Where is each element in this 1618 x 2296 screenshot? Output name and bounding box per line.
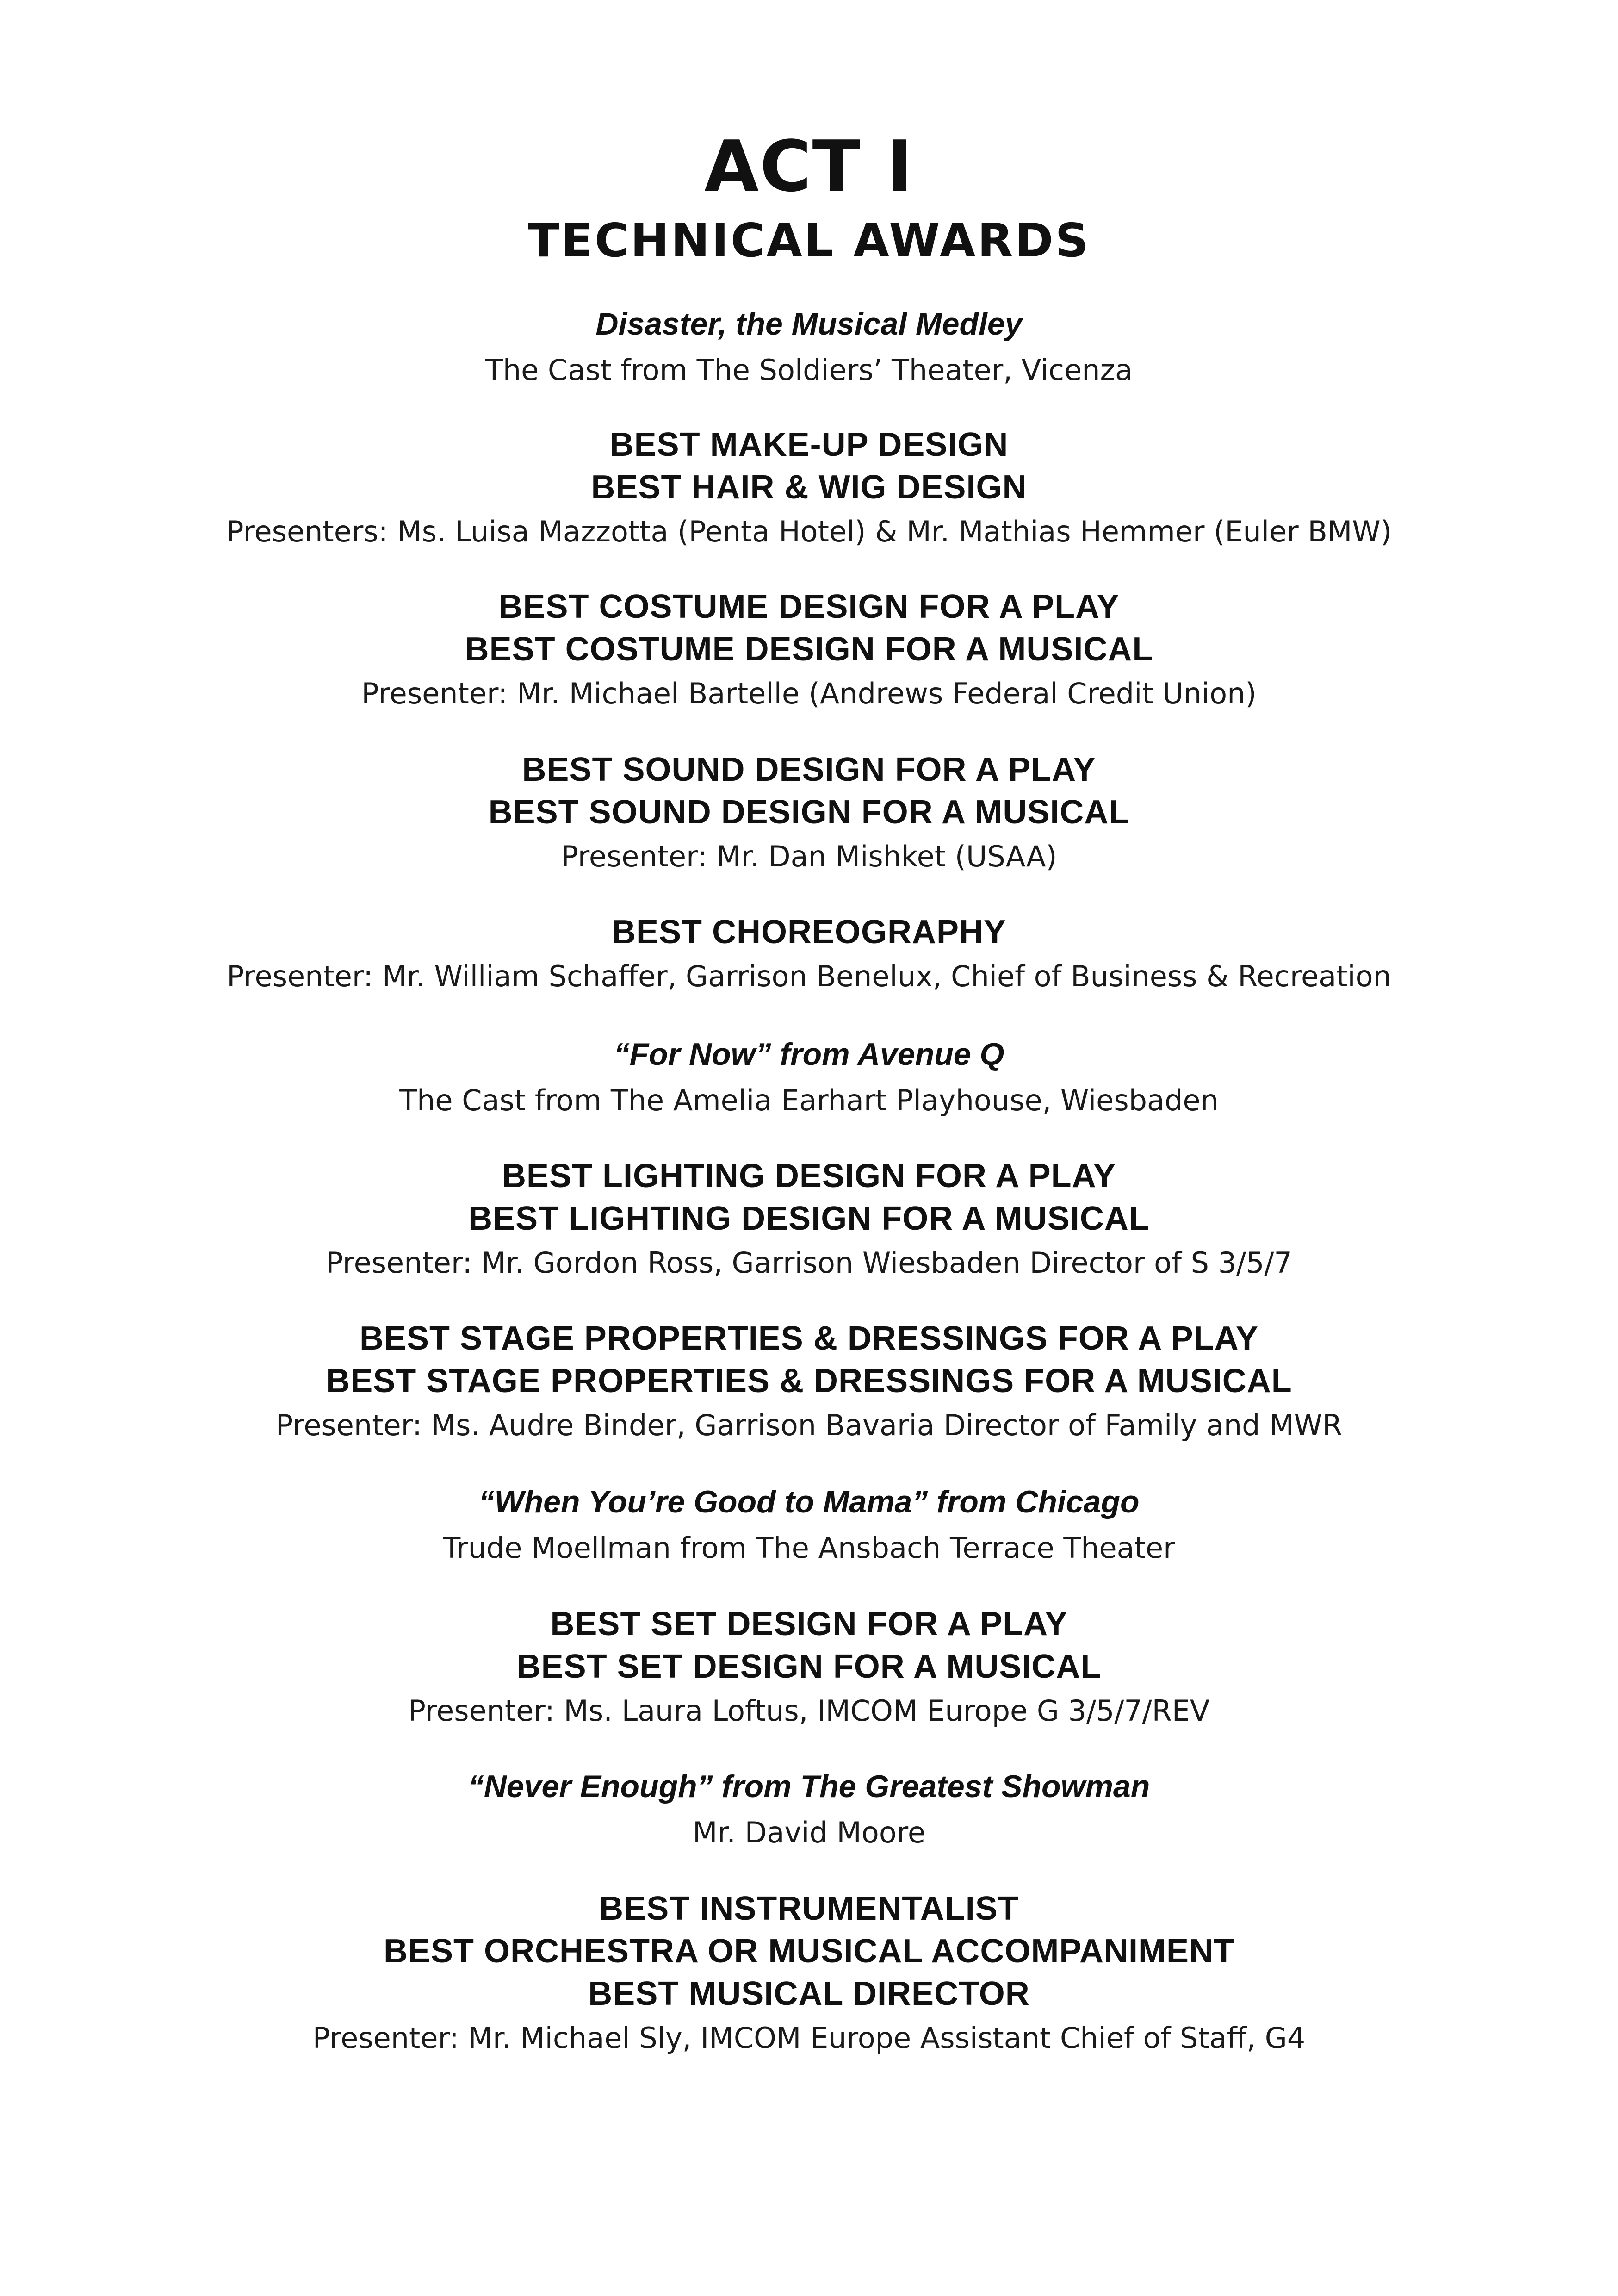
performance-block <box>0 1479 1618 1571</box>
presenter-credit: Presenter: Mr. William Schaffer, Garrison Benelux, Chief of Business & Recreation <box>227 959 1391 993</box>
award-title: BEST CHOREOGRAPHY <box>611 914 1007 951</box>
award-block <box>0 748 1618 880</box>
award-title: BEST LIGHTING DESIGN FOR A MUSICAL <box>468 1200 1150 1237</box>
award-block <box>0 1603 1618 1734</box>
award-block <box>0 911 1618 1000</box>
presenter-credit: Presenter: Mr. Gordon Ross, Garrison Wiesbaden Director of S 3/5/7 <box>326 1246 1292 1280</box>
award-title: BEST SOUND DESIGN FOR A MUSICAL <box>488 794 1130 831</box>
award-title: BEST ORCHESTRA OR MUSICAL ACCOMPANIMENT <box>384 1933 1234 1970</box>
award-title: BEST SET DESIGN FOR A MUSICAL <box>516 1648 1102 1685</box>
award-title: BEST LIGHTING DESIGN FOR A PLAY <box>502 1157 1116 1195</box>
award-title: BEST MAKE-UP DESIGN <box>609 426 1009 463</box>
presenter-credit: Presenter: Ms. Laura Loftus, IMCOM Europe G 3/5/7/REV <box>408 1694 1210 1728</box>
performer-credit: Mr. David Moore <box>692 1816 926 1849</box>
award-title: BEST SET DESIGN FOR A PLAY <box>550 1605 1068 1643</box>
presenter-credit: Presenter: Ms. Audre Binder, Garrison Bavaria Director of Family and MWR <box>275 1408 1343 1442</box>
award-title: BEST HAIR & WIG DESIGN <box>591 469 1027 506</box>
award-block <box>0 423 1618 555</box>
act-title: ACT I <box>704 125 914 207</box>
performance-block <box>0 301 1618 393</box>
award-title: BEST STAGE PROPERTIES & DRESSINGS FOR A MUSICAL <box>326 1363 1292 1400</box>
award-title: BEST COSTUME DESIGN FOR A MUSICAL <box>465 631 1153 668</box>
presenter-credit: Presenters: Ms. Luisa Mazzotta (Penta Hotel) & Mr. Mathias Hemmer (Euler BMW) <box>226 515 1392 548</box>
performance-title: Disaster, the Musical Medley <box>595 306 1023 342</box>
performance-title: “For Now” from Avenue Q <box>614 1037 1004 1072</box>
award-block <box>0 1317 1618 1449</box>
performance-title: “Never Enough” from The Greatest Showman <box>468 1769 1150 1804</box>
award-block <box>0 1155 1618 1286</box>
performer-credit: The Cast from The Amelia Earhart Playhouse, Wiesbaden <box>399 1083 1219 1117</box>
presenter-credit: Presenter: Mr. Dan Mishket (USAA) <box>561 840 1057 873</box>
award-title: BEST STAGE PROPERTIES & DRESSINGS FOR A PLAY <box>360 1320 1258 1357</box>
performance-title: “When You’re Good to Mama” from Chicago <box>478 1484 1140 1519</box>
presenter-credit: Presenter: Mr. Michael Bartelle (Andrews Federal Credit Union) <box>361 677 1257 710</box>
award-title: BEST MUSICAL DIRECTOR <box>588 1975 1030 2012</box>
award-title: BEST INSTRUMENTALIST <box>599 1890 1019 1927</box>
award-title: BEST COSTUME DESIGN FOR A PLAY <box>498 588 1120 625</box>
section-title: TECHNICAL AWARDS <box>527 213 1091 268</box>
presenter-credit: Presenter: Mr. Michael Sly, IMCOM Europe Assistant Chief of Staff, G4 <box>312 2021 1306 2055</box>
performer-credit: The Cast from The Soldiers’ Theater, Vicenza <box>485 353 1133 387</box>
award-title: BEST SOUND DESIGN FOR A PLAY <box>522 751 1096 788</box>
award-block <box>0 585 1618 717</box>
performance-block <box>0 1031 1618 1124</box>
performer-credit: Trude Moellman from The Ansbach Terrace Theater <box>443 1531 1175 1565</box>
performance-block <box>0 1763 1618 1856</box>
award-block <box>0 1887 1618 2061</box>
